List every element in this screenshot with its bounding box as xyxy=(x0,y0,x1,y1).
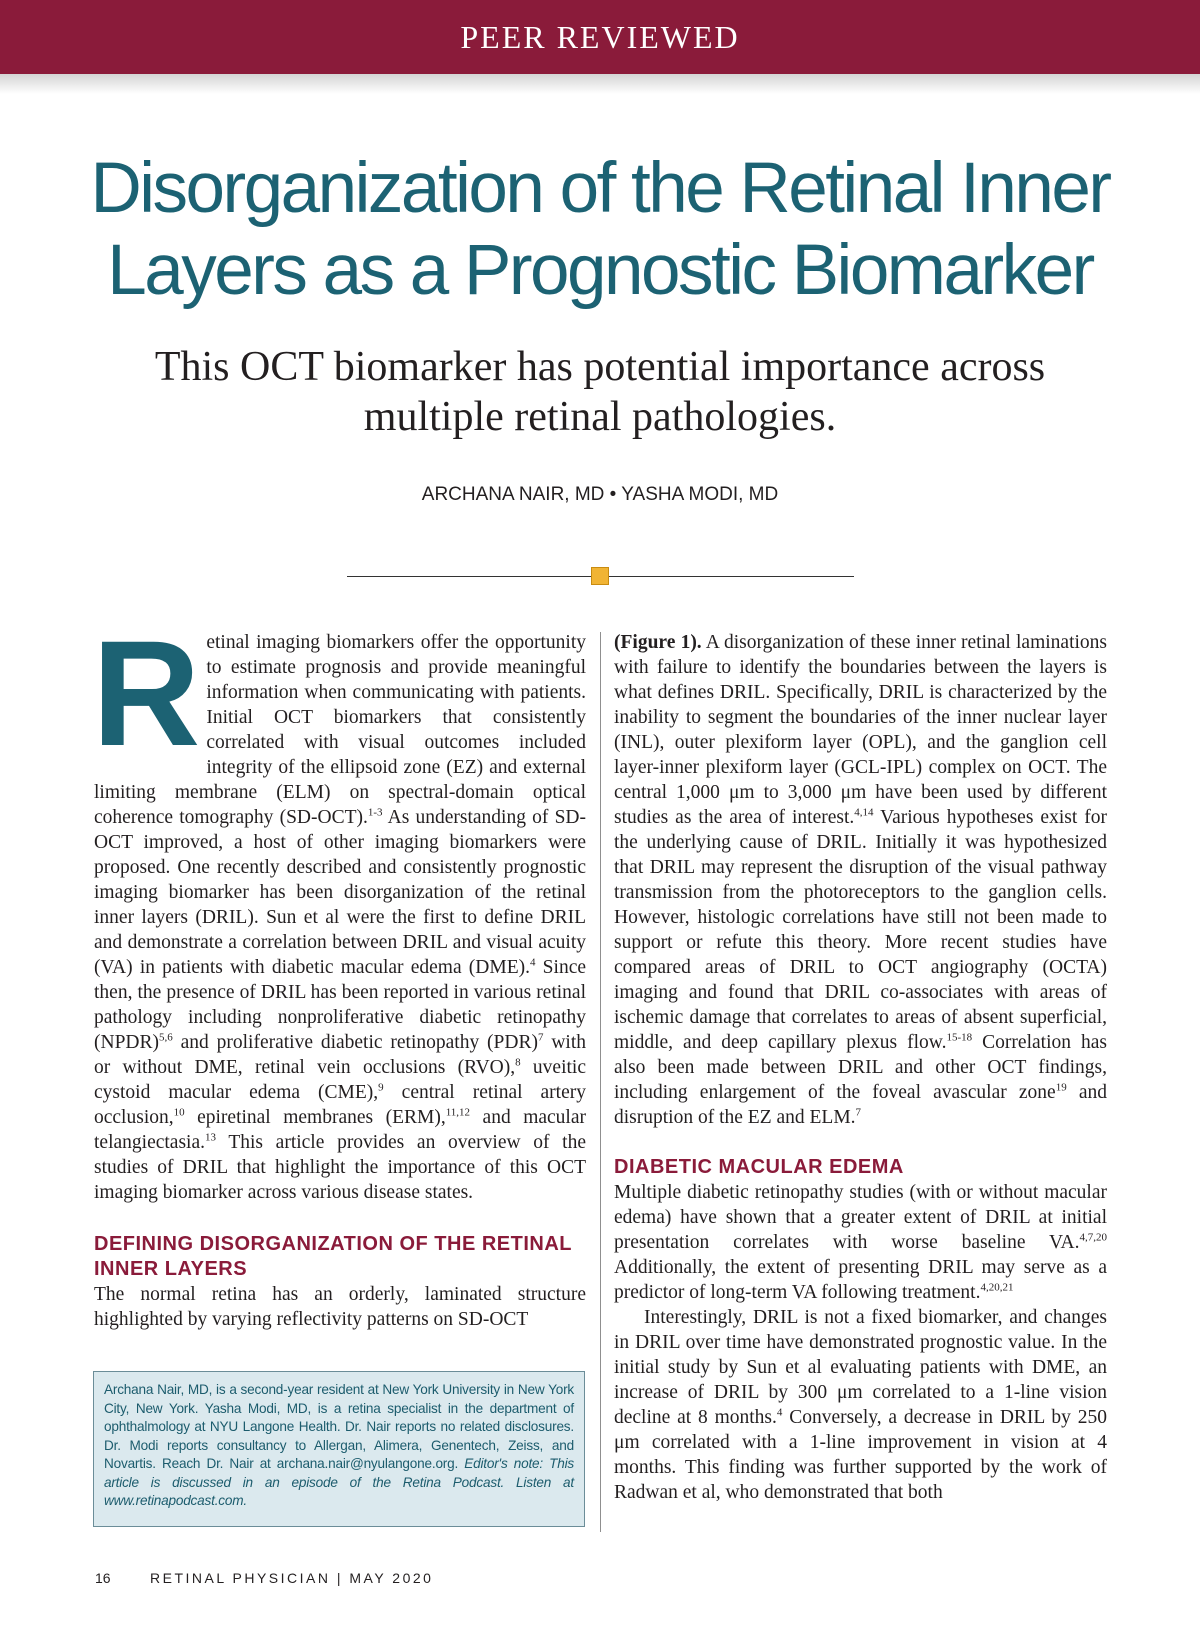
intro-paragraph: Retinal imaging biomarkers offer the opportunity to estimate prognosis and provide meaningful information when communicating with patients. Initial OCT biomarkers that consistently correlated with visual outcomes included integrity of the ellipsoid zone (EZ) and external limiting membrane (ELM) on spectral-domain optical coherence tomography (SD-OCT).$^{1-3}$ As understanding of SD-OCT improved, a host of other imaging biomarkers were proposed. One recently described and consistently prognostic imaging biomarker has been disorganization of the retinal inner layers (DRIL). Sun et al were the first to define DRIL and demonstrate a correlation between DRIL and visual acuity (VA) in patients with diabetic macular edema (DME).$^4$ Since then, the presence of DRIL has been reported in various retinal pathology including nonproliferative diabetic retinopathy (NPDR)$^{5,6}$ and proliferative diabetic retinopathy (PDR)$^7$ with or without DME, retinal vein occlusions (RVO),$^8$ uveitic cystoid macular edema (CME),$^9$ central retinal artery occlusion,$^{10}$ epiretinal membranes (ERM),$^{11,12}$ and macular telangiectasia.$^{13}$ This article provides an overview of the studies of DRIL that highlight the importance of this OCT imaging biomarker across various disease states. xyxy=(92,609,587,1203)
article-authors: ARCHANA NAIR, MD • YASHA MODI, MD xyxy=(421,484,779,505)
peer-reviewed-banner xyxy=(0,0,1200,74)
editor-note: Editor's note: This article is discussed in an episode of the Retina Podcast. Listen at www.retinapodcast.com. xyxy=(104,1456,575,1508)
figure-1-reference: (Figure 1). xyxy=(614,632,702,653)
author-bio: Archana Nair, MD, is a second-year resident at New York University in New York City, New York. Yasha Modi, MD, is a retina specialist in the department of ophthalmology at NYU Langone Health. Dr. Nair reports no related disclosures. Dr. Modi reports consultancy to Allergan, Alimera, Genentech, Zeiss, and Novartis. Reach Dr. Nair at archana.nair@nyulangone.org. Editor's note: This article is discussed in an episode of the Retina Podcast. Listen at www.retinapodcast.com. xyxy=(104,1382,575,1508)
article-title: Disorganization of the Retinal Inner Layers as a Prognostic Biomarker xyxy=(90,149,1110,310)
drop-cap: R xyxy=(92,609,201,777)
article-subtitle: This OCT biomarker has potential importance across multiple retinal pathologies. xyxy=(154,344,1046,440)
banner-shadow xyxy=(0,74,1200,94)
section-heading-defining-dril: DEFINING DISORGANIZATION OF THE RETINAL INNER LAYERS xyxy=(94,1233,572,1280)
defining-dril-paragraph: The normal retina has an orderly, laminated structure highlighted by varying reflectivity patterns on SD-OCT xyxy=(94,1284,586,1330)
divider-rule-right xyxy=(609,576,854,577)
divider-square-icon xyxy=(591,567,609,585)
left-column xyxy=(92,609,587,1332)
dril-definition-paragraph: (Figure 1). A disorganization of these inner retinal laminations with failure to identify the boundaries between the layers is what defines DRIL. Specifically, DRIL is characterized by the inability to segment the boundaries of the inner nuclear layer (INL), outer plexiform layer (OPL), and the ganglion cell layer-inner plexiform layer (GCL-IPL) complex on OCT. The central 1,000 μm to 3,000 μm have been used by different studies as the area of interest.$^{4,14}$ Various hypotheses exist for the underlying cause of DRIL. Initially it was hypothesized that DRIL may represent the disruption of the visual pathway transmission from the photoreceptors to the ganglion cells. However, histologic correlations have still not been made to support or refute this theory. More recent studies have compared areas of DRIL to OCT angiography (OCTA) imaging and found that DRIL co-associates with areas of ischemic damage that correlates to areas of absent superficial, middle, and deep capillary plexus flow.$^{15-18}$ Correlation has also been made between DRIL and other OCT findings, including enlargement of the foveal avascular zone$^{19}$ and disruption of the EZ and ELM.$^7$ xyxy=(614,632,1107,1128)
divider-rule-left xyxy=(347,576,593,577)
page-footer xyxy=(95,1570,433,1586)
column-divider xyxy=(600,632,601,1532)
publication-info: RETINAL PHYSICIAN | MAY 2020 xyxy=(150,1570,434,1586)
dme-paragraph-1: Multiple diabetic retinopathy studies (with or without macular edema) have shown that a greater extent of DRIL at initial presentation correlates with worse baseline VA.$^{4,7,20}$ Additionally, the extent of presenting DRIL may serve as a predictor of long-term VA following treatment.$^{4,20,21}$ xyxy=(614,1182,1107,1303)
author-info-box xyxy=(93,1371,585,1527)
page-number: 16 xyxy=(95,1570,111,1586)
right-column xyxy=(614,630,1107,1505)
dme-paragraph-2: Interestingly, DRIL is not a fixed biomarker, and changes in DRIL over time have demonstrated prognostic value. In the initial study by Sun et al evaluating patients with DME, an increase of DRIL by 300 μm correlated to a 1-line vision decline at 8 months.$^4$ Conversely, a decrease in DRIL by 250 μm correlated with a 1-line improvement in vision at 4 months. This finding was further supported by the work of Radwan et al, who demonstrated that both xyxy=(614,1307,1107,1503)
banner-label: PEER REVIEWED xyxy=(460,18,740,55)
section-heading-dme: DIABETIC MACULAR EDEMA xyxy=(614,1156,904,1178)
